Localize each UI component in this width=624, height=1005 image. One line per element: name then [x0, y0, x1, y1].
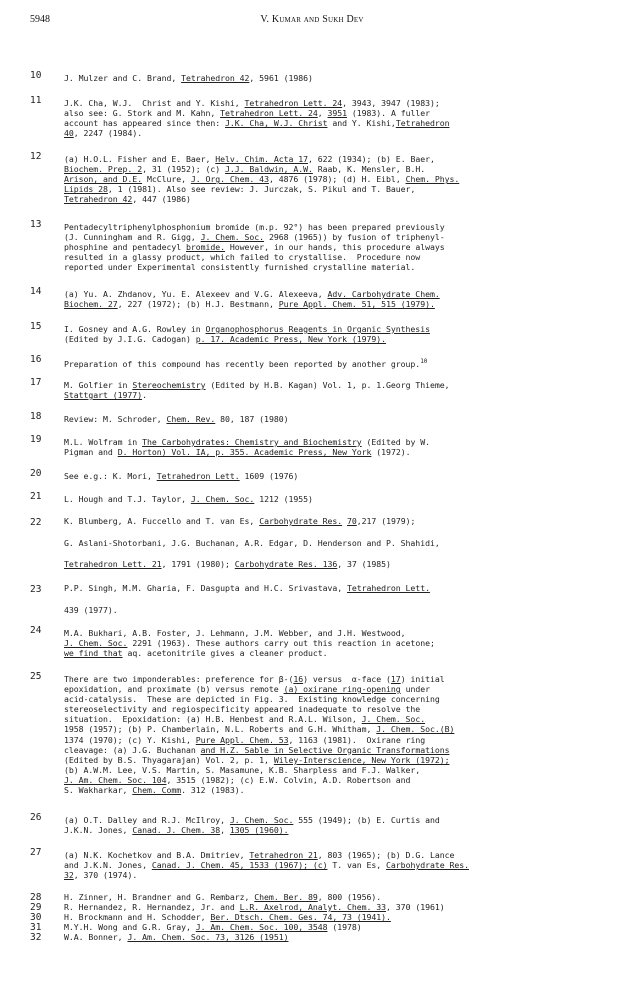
reference-text	[64, 628, 610, 658]
reference-25	[30, 671, 610, 796]
text-segment: acid-catalysis. These are depicted in Fig. 3. Existing knowledge concerning	[64, 694, 440, 705]
underlined-text: Pure Appl. Chem. 53	[195, 734, 289, 745]
text-segment: J.K.N. Jones,	[64, 825, 133, 836]
text-segment: (J. Cunningham and R. Gigg,	[64, 232, 201, 243]
text-segment: 1212 (1955)	[254, 494, 313, 504]
reference-line	[64, 850, 610, 860]
reference-31	[30, 923, 610, 932]
text-segment: H. Brockmann and H. Schodder,	[64, 912, 211, 922]
reference-text	[64, 380, 610, 400]
underlined-text: Adv. Carbohydrate Chem.	[327, 289, 440, 299]
text-segment: , 1791 (1980);	[161, 559, 235, 569]
reference-27	[30, 847, 610, 881]
underlined-text: 1305 (1960).	[229, 825, 289, 836]
text-segment: (Edited by J.I.G. Cadogan)	[64, 334, 196, 345]
text-segment: ) versus α-face (	[303, 674, 391, 684]
reference-line	[64, 735, 610, 745]
text-segment: epoxidation, and proximate (b) versus remote	[64, 684, 284, 695]
underlined-text: Tetrahedron	[395, 118, 450, 129]
text-segment: phosphine and pentadecyl	[64, 242, 186, 253]
text-segment: (1972).	[371, 447, 411, 458]
reference-line	[64, 222, 610, 232]
underlined-text: J. Chem. Soc.(B)	[376, 724, 455, 735]
reference-number: 10	[30, 70, 42, 81]
text-segment: , 622 (1934); (b) E. Baer,	[307, 154, 435, 164]
text-segment: McClure,	[142, 174, 191, 185]
underlined-text: J. Chem. Soc.	[64, 638, 128, 649]
underlined-text: 32	[64, 870, 74, 881]
reference-line	[64, 447, 610, 457]
underlined-text: Arison, and D.E.	[64, 174, 143, 185]
text-segment: (a) H.O.L. Fisher and E. Baer,	[64, 154, 216, 164]
reference-text	[64, 414, 610, 424]
reference-line	[64, 494, 610, 504]
reference-number: 28	[30, 892, 42, 903]
underlined-text: 16	[293, 674, 304, 684]
reference-number: 23	[30, 584, 42, 595]
reference-number: 13	[30, 219, 42, 230]
underlined-text: Biochem. Prep. 2	[64, 164, 143, 175]
reference-23	[30, 578, 610, 621]
text-segment: stereoselectivity and regiospecificity appeared inadequate to resolve the	[64, 704, 421, 715]
reference-line	[64, 184, 610, 194]
underlined-text: Tetrahedron 42	[64, 194, 133, 205]
reference-number: 12	[30, 151, 42, 162]
text-segment: M.L. Wolfram in	[64, 437, 143, 447]
text-segment: , 1163 (1981). Oxirane ring	[288, 734, 426, 745]
underlined-text: Biochem. 27	[64, 299, 118, 310]
underlined-text: Helv. Chim. Acta 17	[215, 154, 308, 164]
underlined-text: Stereochemistry	[132, 380, 206, 390]
reference-line	[64, 357, 610, 369]
reference-line	[64, 511, 610, 533]
text-segment: P.P. Singh, M.M. Gharia, F. Dasgupta and H.C. Srivastava,	[64, 583, 347, 593]
reference-line	[64, 533, 610, 555]
reference-line	[64, 694, 610, 704]
reference-line	[64, 108, 610, 118]
reference-number: 27	[30, 847, 42, 858]
reference-text	[64, 222, 610, 272]
underlined-text: Stattgart (1977)	[64, 390, 143, 401]
text-segment: M.Y.H. Wong and G.R. Gray,	[64, 922, 196, 932]
reference-text	[64, 933, 610, 942]
text-segment: However, in our hands, this procedure always	[225, 242, 445, 253]
text-segment: resulted in a glassy product, which failed to crystallise. Procedure now	[64, 252, 421, 263]
reference-line	[64, 154, 610, 164]
reference-line	[64, 704, 610, 714]
text-segment: 439 (1977).	[64, 604, 118, 615]
reference-21	[30, 491, 610, 504]
superscript-text: 10	[420, 358, 428, 365]
reference-line	[64, 437, 610, 447]
reference-line	[64, 860, 610, 870]
text-segment: , 227 (1972); (b) H.J. Bestmann,	[117, 299, 279, 310]
reference-text	[64, 98, 610, 138]
text-segment: 555 (1949); (b) E. Curtis and	[293, 815, 440, 825]
reference-line	[64, 815, 610, 825]
text-segment: under	[400, 684, 430, 695]
reference-19	[30, 434, 610, 458]
underlined-text: J. Org. Chem. 43	[190, 174, 269, 185]
reference-text	[64, 923, 610, 932]
text-segment: There are two imponderables: preference for β-(	[64, 674, 294, 684]
underlined-text: 17	[390, 674, 401, 684]
reference-text	[64, 674, 610, 795]
reference-line	[64, 194, 610, 204]
text-segment: (Edited by H.B. Kagan) Vol. 1, p. 1.Georg Thieme,	[205, 380, 450, 390]
reference-24	[30, 625, 610, 659]
underlined-text: we find that	[64, 648, 123, 659]
reference-line	[64, 785, 610, 795]
underlined-text: Tetrahedron 21	[249, 850, 318, 860]
reference-line	[64, 755, 610, 765]
reference-number: 25	[30, 671, 42, 682]
reference-line	[64, 714, 610, 724]
reference-number: 29	[30, 902, 42, 913]
reference-line	[64, 262, 610, 272]
text-segment: , 370 (1961)	[386, 902, 445, 912]
text-segment: 1374 (1970); (c) Y. Kishi,	[64, 734, 196, 745]
reference-line	[64, 554, 610, 576]
underlined-text: J.K. Cha, W.J. Christ	[225, 118, 328, 129]
reference-10	[30, 70, 610, 83]
underlined-text: Ber. Dtsch. Chem. Ges. 74, 73 (1941).	[210, 912, 391, 922]
reference-number: 19	[30, 434, 42, 445]
reference-text	[64, 494, 610, 504]
text-segment: L. Hough and T.J. Taylor,	[64, 494, 191, 504]
reference-number: 22	[30, 517, 42, 528]
reference-32	[30, 933, 610, 942]
underlined-text: The Carbohydrates: Chemistry and Biochemistry	[142, 437, 362, 447]
underlined-text: p. 17. Academic Press, New York (1979).	[195, 334, 387, 345]
underlined-text: Pure Appl. Chem. 51, 515 (1979).	[278, 299, 435, 310]
underlined-text: Tetrahedron Lett.	[347, 583, 430, 593]
text-segment: (1978)	[327, 922, 362, 932]
text-segment: T. van Es,	[327, 860, 387, 871]
underlined-text: J. Chem. Soc.	[361, 714, 426, 725]
reference-line	[64, 628, 610, 638]
underlined-text: Tetrahedron 42	[181, 73, 250, 83]
reference-text	[64, 289, 610, 309]
reference-number: 32	[30, 932, 42, 943]
text-segment: , 3943, 3947 (1983);	[342, 98, 440, 108]
reference-text	[64, 913, 610, 922]
reference-line	[64, 334, 610, 344]
reference-line	[64, 174, 610, 184]
reference-line	[64, 471, 610, 481]
reference-number: 21	[30, 491, 42, 502]
underlined-text: Carbohydrate Res.	[259, 516, 343, 526]
reference-number: 11	[30, 95, 42, 106]
underlined-text: J. Am. Chem. Soc. 104	[64, 774, 167, 785]
reference-text	[64, 154, 610, 204]
text-segment: (Edited by B.S. Thyagarajan) Vol. 2, p. 1,	[64, 754, 274, 765]
reference-line	[64, 893, 610, 902]
text-segment: , 2247 (1984).	[73, 128, 143, 139]
reference-line	[64, 414, 610, 424]
reference-line	[64, 933, 610, 942]
reference-text	[64, 903, 610, 912]
underlined-text: J. Chem. Soc.	[190, 494, 255, 504]
reference-line	[64, 232, 610, 242]
text-segment: ,217 (1979);	[356, 516, 416, 526]
text-segment: account has appeared since then:	[64, 118, 226, 129]
text-segment: (a) Yu. A. Zhdanov, Yu. E. Alexeev and V.G. Alexeeva,	[64, 289, 328, 299]
text-segment: ,	[220, 825, 230, 836]
text-segment: , 37 (1985)	[337, 559, 391, 569]
reference-number: 18	[30, 411, 42, 422]
reference-line	[64, 825, 610, 835]
underlined-text: Tetrahedron Lett. 21	[64, 559, 162, 569]
reference-line	[64, 724, 610, 734]
reference-15	[30, 321, 610, 345]
underlined-text: and H.Z. Sable in Selective Organic Transformations	[200, 744, 450, 755]
text-segment: ) initial	[400, 674, 445, 684]
text-segment: , 31 (1952); (c)	[142, 164, 226, 175]
underlined-text: Tetrahedron Lett. 24	[220, 108, 318, 119]
reference-line	[64, 775, 610, 785]
text-segment: (1983). A fuller	[347, 108, 430, 119]
underlined-text: Chem. Comm	[132, 785, 182, 796]
text-segment: K. Blumberg, A. Fuccello and T. van Es,	[64, 516, 260, 526]
reference-22	[30, 511, 610, 576]
text-segment: , 447 (1986)	[132, 194, 191, 205]
text-segment: S. Wakharkar,	[64, 785, 133, 796]
text-segment: situation. Epoxidation: (a) H.B. Henbest and R.A.L. Wilson,	[64, 714, 362, 725]
underlined-text: Carbohydrate Res.	[386, 860, 469, 871]
text-segment: (b) A.W.M. Lee, V.S. Martin, S. Masamune, K.B. Sharpless and F.J. Walker,	[64, 764, 421, 775]
underlined-text: L.R. Axelrod, Analyt. Chem. 33	[239, 902, 387, 912]
underlined-text: Lipids 28	[64, 184, 108, 195]
reference-line	[64, 164, 610, 174]
reference-number: 17	[30, 377, 42, 388]
reference-20	[30, 468, 610, 481]
reference-line	[64, 128, 610, 138]
text-segment: and Y. Kishi,	[327, 118, 396, 129]
reference-text	[64, 511, 610, 576]
reference-12	[30, 151, 610, 205]
reference-11	[30, 95, 610, 139]
reference-line	[64, 390, 610, 400]
text-segment: 80, 187 (1980)	[215, 414, 289, 424]
reference-line	[64, 600, 610, 622]
reference-29	[30, 903, 610, 912]
text-segment: Raab, K. Mensler, B.H.	[312, 164, 426, 175]
reference-16	[30, 354, 610, 369]
reference-line	[64, 324, 610, 334]
reference-line	[64, 903, 610, 912]
underlined-text: Canad. J. Chem. 45, 1533 (1967); (c)	[151, 860, 328, 871]
underlined-text: bromide.	[185, 242, 226, 253]
underlined-text: (a) oxirane ring-opening	[283, 684, 401, 695]
reference-18	[30, 411, 610, 424]
underlined-text: Tetrahedron Lett.	[156, 471, 240, 481]
text-segment: , 3515 (1982); (c) E.W. Colvin, A.D. Robertson and	[166, 774, 411, 785]
page-header	[0, 14, 624, 30]
reference-line	[64, 674, 610, 684]
reference-number: 26	[30, 812, 42, 823]
text-segment: reported under Experimental consistently furnished crystalline material.	[64, 262, 416, 273]
text-segment: aq. acetonitrile gives a cleaner product.	[122, 648, 328, 659]
text-segment: M. Golfier in	[64, 380, 133, 390]
reference-text	[64, 578, 610, 621]
reference-line	[64, 765, 610, 775]
reference-text	[64, 437, 610, 457]
reference-line	[64, 299, 610, 309]
text-segment: R. Hernandez, R. Hernandez, Jr. and	[64, 902, 240, 912]
text-segment: 1958 (1957); (b) P. Chamberlain, N.L. Roberts and G.H. Whitham,	[64, 724, 377, 735]
text-segment: M.A. Bukhari, A.B. Foster, J. Lehmann, J.M. Webber, and J.H. Westwood,	[64, 628, 406, 638]
reference-line	[64, 923, 610, 932]
reference-17	[30, 377, 610, 401]
reference-number: 20	[30, 468, 42, 479]
reference-line	[64, 289, 610, 299]
text-segment: , 803 (1965); (b) D.G. Lance	[317, 850, 455, 860]
underlined-text: Wiley-Interscience, New York (1972);	[273, 754, 450, 765]
text-segment: J.K. Cha, W.J. Christ and Y. Kishi,	[64, 98, 245, 108]
reference-line	[64, 118, 610, 128]
underlined-text: Tetrahedron Lett. 24	[244, 98, 343, 108]
underlined-text: Chem. Phys.	[405, 174, 460, 185]
reference-line	[64, 578, 610, 600]
underlined-text: J.J. Baldwin, A.W.	[225, 164, 313, 175]
reference-line	[64, 73, 610, 83]
reference-line	[64, 380, 610, 390]
underlined-text: 3951	[327, 108, 348, 119]
text-segment: I. Gosney and A.G. Rowley in	[64, 324, 206, 334]
text-segment: Pentadecyltriphenylphosphonium bromide (m.p. 92°) has been prepared previously	[64, 222, 445, 232]
text-segment: H. Zinner, H. Brandner and G. Rembarz,	[64, 892, 255, 902]
text-segment: (a) N.K. Kochetkov and B.A. Dmitriev,	[64, 850, 250, 860]
reference-26	[30, 812, 610, 836]
reference-number: 15	[30, 321, 42, 332]
text-segment: also see: G. Stork and M. Kahn,	[64, 108, 221, 119]
reference-text	[64, 815, 610, 835]
reference-line	[64, 870, 610, 880]
text-segment: Preparation of this compound has recently been reported by another group.	[64, 359, 421, 369]
reference-text	[64, 324, 610, 344]
text-segment: , 370 (1974).	[73, 870, 138, 881]
text-segment: , 800 (1956).	[317, 892, 382, 902]
underlined-text: Chem. Ber. 89	[254, 892, 318, 902]
text-segment: ,	[317, 108, 328, 119]
text-segment: , 4876 (1978); (d) H. Eibl,	[268, 174, 406, 185]
reference-line	[64, 913, 610, 922]
reference-14	[30, 286, 610, 310]
text-segment: Review: M. Schroder,	[64, 414, 167, 424]
text-segment: 2291 (1963). These authors carry out this reaction in acetone;	[127, 638, 435, 649]
underlined-text: Organophosphorus Reagents in Organic Synthesis	[205, 324, 430, 334]
reference-text	[64, 850, 610, 880]
text-segment: Pigman and	[64, 447, 118, 458]
underlined-text: Carbohydrate Res. 136	[234, 559, 338, 569]
reference-number: 24	[30, 625, 42, 636]
text-segment: , 1 (1981). Also see review: J. Jurczak, S. Pikul and T. Bauer,	[107, 184, 416, 195]
reference-13	[30, 219, 610, 273]
text-segment: See e.g.: K. Mori,	[64, 471, 157, 481]
underlined-text: J. Chem. Soc.	[229, 815, 294, 825]
text-segment: .	[142, 390, 147, 401]
page-number: 5948	[30, 14, 50, 25]
underlined-text: 40	[64, 128, 74, 139]
reference-text	[64, 357, 610, 369]
reference-line	[64, 684, 610, 694]
text-segment: . 312 (1983).	[181, 785, 245, 796]
reference-text	[64, 471, 610, 481]
reference-line	[64, 638, 610, 648]
reference-30	[30, 913, 610, 922]
underlined-text: Chem. Rev.	[166, 414, 216, 424]
text-segment: and J.K.N. Jones,	[64, 860, 152, 871]
text-segment: 1609 (1976)	[239, 471, 299, 481]
underlined-text: J. Am. Chem. Soc. 73, 3126 (1951)	[127, 932, 289, 942]
reference-number: 16	[30, 354, 42, 365]
running-title: V. Kumar and Sukh Dev	[260, 14, 364, 25]
underlined-text: 70	[347, 516, 357, 526]
reference-text	[64, 893, 610, 902]
reference-number: 30	[30, 912, 42, 923]
reference-line	[64, 648, 610, 658]
reference-number: 14	[30, 286, 42, 297]
reference-line	[64, 252, 610, 262]
text-segment: G. Aslani-Shotorbani, J.G. Buchanan, A.R. Edgar, D. Henderson and P. Shahidi,	[64, 537, 440, 548]
reference-line	[64, 745, 610, 755]
underlined-text: J. Am. Chem. Soc. 100, 3548	[195, 922, 328, 932]
text-segment: J. Mulzer and C. Brand,	[64, 73, 182, 83]
underlined-text: Canad. J. Chem. 38	[132, 825, 221, 836]
reference-line	[64, 242, 610, 252]
text-segment: 2968 (1965)) by fusion of triphenyl-	[264, 232, 445, 243]
reference-text	[64, 73, 610, 83]
text-segment: W.A. Bonner,	[64, 932, 128, 942]
underlined-text: J. Chem. Soc.	[200, 232, 265, 243]
text-segment: (Edited by W.	[361, 437, 430, 447]
underlined-text: D. Horton) Vol. IA, p. 355. Academic Press, New York	[117, 447, 372, 458]
text-segment: cleavage: (a) J.G. Buchanan	[64, 744, 201, 755]
reference-line	[64, 98, 610, 108]
reference-28	[30, 893, 610, 902]
reference-number: 31	[30, 922, 42, 933]
text-segment: (a) O.T. Dalley and R.J. McIlroy,	[64, 815, 230, 825]
text-segment: , 5961 (1986)	[249, 73, 313, 83]
